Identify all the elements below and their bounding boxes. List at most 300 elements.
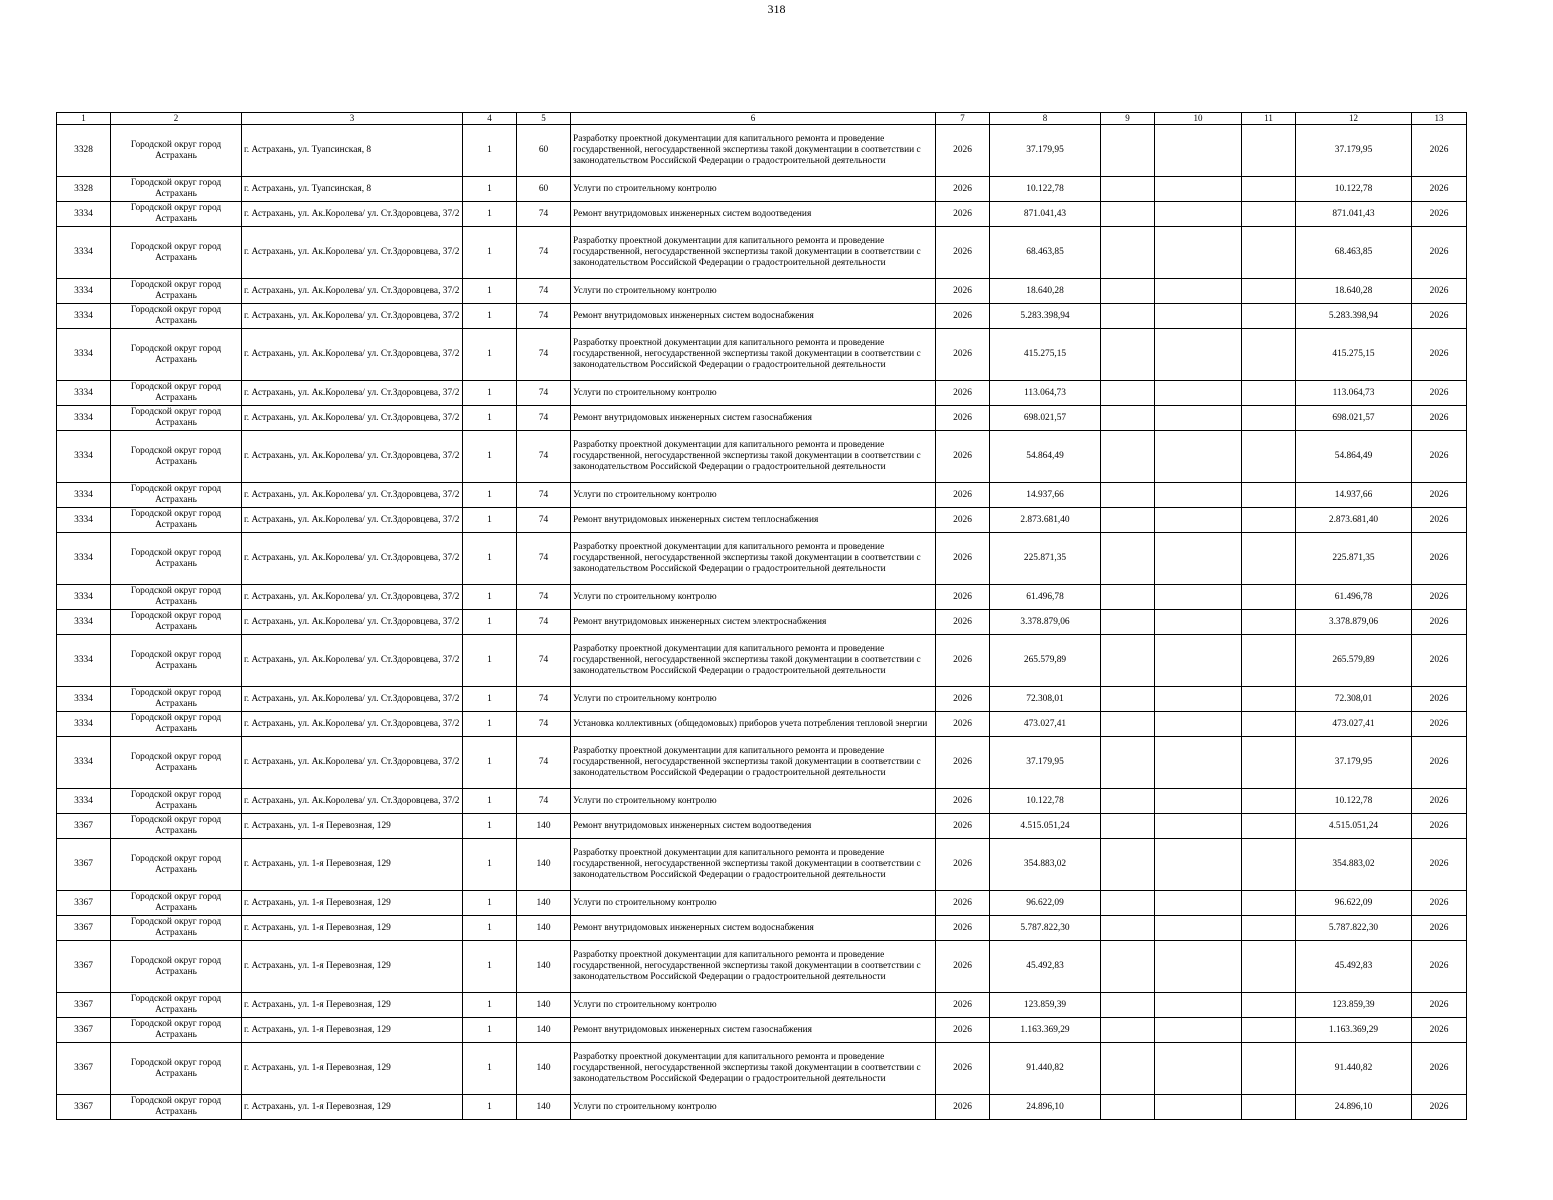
- cell-address: г. Астрахань, ул. 1-я Перевозная, 129: [242, 814, 463, 839]
- cell-total: 37.179,95: [1296, 125, 1412, 177]
- cell-col-11: [1242, 839, 1296, 891]
- cell-year: 2026: [936, 431, 990, 483]
- cell-col-4: 1: [463, 585, 517, 610]
- cell-year: 2026: [936, 304, 990, 329]
- cell-col-4: 1: [463, 839, 517, 891]
- cell-municipality: Городской округ город Астрахань: [111, 993, 242, 1018]
- col-header: 9: [1101, 113, 1155, 125]
- cell-col-5: 140: [517, 839, 571, 891]
- cell-address: г. Астрахань, ул. Ак.Королева/ ул. Ст.Здоровцева, 37/2: [242, 687, 463, 712]
- table-row: [57, 177, 1467, 202]
- cell-amount: 123.859,39: [990, 993, 1101, 1018]
- cell-work-description: Разработку проектной документации для капитального ремонта и проведение государственной, негосударственной экспертизы такой документации в соответствии с законодательством Российской Федерации о градостроительной деятельности: [571, 227, 936, 279]
- cell-col-5: 74: [517, 635, 571, 687]
- cell-col-11: [1242, 125, 1296, 177]
- cell-year-end: 2026: [1412, 227, 1467, 279]
- cell-work-description: Услуги по строительному контролю: [571, 381, 936, 406]
- cell-work-description: Разработку проектной документации для капитального ремонта и проведение государственной, негосударственной экспертизы такой документации в соответствии с законодательством Российской Федерации о градостроительной деятельности: [571, 737, 936, 789]
- cell-row-id: 3367: [57, 993, 111, 1018]
- cell-row-id: 3334: [57, 508, 111, 533]
- cell-col-11: [1242, 304, 1296, 329]
- cell-address: г. Астрахань, ул. Ак.Королева/ ул. Ст.Здоровцева, 37/2: [242, 635, 463, 687]
- cell-work-description: Разработку проектной документации для капитального ремонта и проведение государственной, негосударственной экспертизы такой документации в соответствии с законодательством Российской Федерации о градостроительной деятельности: [571, 125, 936, 177]
- table-row: [57, 279, 1467, 304]
- cell-municipality: Городской округ город Астрахань: [111, 891, 242, 916]
- cell-col-5: 140: [517, 891, 571, 916]
- cell-year: 2026: [936, 814, 990, 839]
- cell-municipality: Городской округ город Астрахань: [111, 712, 242, 737]
- cell-col-9: [1101, 431, 1155, 483]
- table-body: [57, 125, 1467, 1120]
- cell-col-9: [1101, 1018, 1155, 1043]
- cell-col-9: [1101, 304, 1155, 329]
- cell-amount: 354.883,02: [990, 839, 1101, 891]
- cell-year-end: 2026: [1412, 610, 1467, 635]
- col-header: 13: [1412, 113, 1467, 125]
- cell-year-end: 2026: [1412, 508, 1467, 533]
- cell-col-11: [1242, 993, 1296, 1018]
- cell-amount: 10.122,78: [990, 177, 1101, 202]
- cell-row-id: 3367: [57, 941, 111, 993]
- cell-col-5: 140: [517, 814, 571, 839]
- cell-col-9: [1101, 381, 1155, 406]
- cell-municipality: Городской округ город Астрахань: [111, 635, 242, 687]
- cell-year: 2026: [936, 635, 990, 687]
- cell-col-4: 1: [463, 1018, 517, 1043]
- cell-col-5: 140: [517, 993, 571, 1018]
- cell-total: 72.308,01: [1296, 687, 1412, 712]
- cell-col-10: [1155, 610, 1242, 635]
- cell-year-end: 2026: [1412, 839, 1467, 891]
- cell-work-description: Услуги по строительному контролю: [571, 993, 936, 1018]
- cell-col-10: [1155, 483, 1242, 508]
- cell-col-5: 74: [517, 508, 571, 533]
- cell-year: 2026: [936, 789, 990, 814]
- cell-col-11: [1242, 329, 1296, 381]
- cell-col-10: [1155, 1043, 1242, 1095]
- cell-col-5: 74: [517, 406, 571, 431]
- cell-col-11: [1242, 177, 1296, 202]
- cell-address: г. Астрахань, ул. Ак.Королева/ ул. Ст.Здоровцева, 37/2: [242, 610, 463, 635]
- cell-work-description: Услуги по строительному контролю: [571, 789, 936, 814]
- cell-col-11: [1242, 508, 1296, 533]
- cell-address: г. Астрахань, ул. Ак.Королева/ ул. Ст.Здоровцева, 37/2: [242, 406, 463, 431]
- cell-col-11: [1242, 712, 1296, 737]
- cell-row-id: 3367: [57, 814, 111, 839]
- cell-col-4: 1: [463, 789, 517, 814]
- cell-work-description: Разработку проектной документации для капитального ремонта и проведение государственной, негосударственной экспертизы такой документации в соответствии с законодательством Российской Федерации о градостроительной деятельности: [571, 533, 936, 585]
- cell-col-4: 1: [463, 891, 517, 916]
- cell-row-id: 3367: [57, 1043, 111, 1095]
- cell-year-end: 2026: [1412, 533, 1467, 585]
- cell-amount: 91.440,82: [990, 1043, 1101, 1095]
- cell-col-9: [1101, 508, 1155, 533]
- cell-col-4: 1: [463, 1095, 517, 1120]
- cell-col-5: 74: [517, 279, 571, 304]
- cell-col-5: 74: [517, 585, 571, 610]
- cell-total: 415.275,15: [1296, 329, 1412, 381]
- cell-row-id: 3334: [57, 227, 111, 279]
- cell-address: г. Астрахань, ул. Ак.Королева/ ул. Ст.Здоровцева, 37/2: [242, 381, 463, 406]
- cell-col-5: 74: [517, 712, 571, 737]
- cell-total: 10.122,78: [1296, 177, 1412, 202]
- cell-col-9: [1101, 125, 1155, 177]
- cell-total: 113.064,73: [1296, 381, 1412, 406]
- cell-col-4: 1: [463, 941, 517, 993]
- cell-municipality: Городской округ город Астрахань: [111, 610, 242, 635]
- cell-col-10: [1155, 227, 1242, 279]
- cell-work-description: Установка коллективных (общедомовых) приборов учета потребления тепловой энергии: [571, 712, 936, 737]
- cell-total: 871.041,43: [1296, 202, 1412, 227]
- cell-amount: 5.787.822,30: [990, 916, 1101, 941]
- cell-work-description: Разработку проектной документации для капитального ремонта и проведение государственной, негосударственной экспертизы такой документации в соответствии с законодательством Российской Федерации о градостроительной деятельности: [571, 635, 936, 687]
- cell-total: 10.122,78: [1296, 789, 1412, 814]
- cell-col-11: [1242, 431, 1296, 483]
- table-row: [57, 585, 1467, 610]
- cell-col-4: 1: [463, 610, 517, 635]
- cell-address: г. Астрахань, ул. Ак.Королева/ ул. Ст.Здоровцева, 37/2: [242, 202, 463, 227]
- cell-address: г. Астрахань, ул. Ак.Королева/ ул. Ст.Здоровцева, 37/2: [242, 329, 463, 381]
- cell-col-9: [1101, 227, 1155, 279]
- cell-year: 2026: [936, 712, 990, 737]
- cell-amount: 37.179,95: [990, 125, 1101, 177]
- cell-total: 5.787.822,30: [1296, 916, 1412, 941]
- table-row: [57, 1043, 1467, 1095]
- cell-col-10: [1155, 916, 1242, 941]
- cell-work-description: Разработку проектной документации для капитального ремонта и проведение государственной, негосударственной экспертизы такой документации в соответствии с законодательством Российской Федерации о градостроительной деятельности: [571, 1043, 936, 1095]
- cell-total: 18.640,28: [1296, 279, 1412, 304]
- cell-col-11: [1242, 483, 1296, 508]
- cell-year-end: 2026: [1412, 687, 1467, 712]
- cell-work-description: Ремонт внутридомовых инженерных систем водоснабжения: [571, 304, 936, 329]
- col-header: 12: [1296, 113, 1412, 125]
- cell-year: 2026: [936, 687, 990, 712]
- table-row: [57, 891, 1467, 916]
- cell-col-11: [1242, 406, 1296, 431]
- cell-municipality: Городской округ город Астрахань: [111, 737, 242, 789]
- table-row: [57, 508, 1467, 533]
- cell-col-11: [1242, 814, 1296, 839]
- cell-row-id: 3334: [57, 279, 111, 304]
- cell-address: г. Астрахань, ул. Ак.Королева/ ул. Ст.Здоровцева, 37/2: [242, 585, 463, 610]
- cell-municipality: Городской округ город Астрахань: [111, 431, 242, 483]
- cell-municipality: Городской округ город Астрахань: [111, 329, 242, 381]
- cell-amount: 68.463,85: [990, 227, 1101, 279]
- cell-address: г. Астрахань, ул. Ак.Королева/ ул. Ст.Здоровцева, 37/2: [242, 279, 463, 304]
- cell-col-5: 74: [517, 431, 571, 483]
- cell-year-end: 2026: [1412, 789, 1467, 814]
- cell-total: 61.496,78: [1296, 585, 1412, 610]
- cell-col-5: 74: [517, 737, 571, 789]
- cell-row-id: 3334: [57, 712, 111, 737]
- cell-col-11: [1242, 916, 1296, 941]
- cell-row-id: 3367: [57, 1018, 111, 1043]
- cell-row-id: 3334: [57, 687, 111, 712]
- cell-total: 91.440,82: [1296, 1043, 1412, 1095]
- cell-amount: 14.937,66: [990, 483, 1101, 508]
- table-row: [57, 712, 1467, 737]
- cell-address: г. Астрахань, ул. 1-я Перевозная, 129: [242, 941, 463, 993]
- cell-total: 54.864,49: [1296, 431, 1412, 483]
- cell-year-end: 2026: [1412, 406, 1467, 431]
- table-row: [57, 737, 1467, 789]
- cell-municipality: Городской округ город Астрахань: [111, 279, 242, 304]
- col-header: 8: [990, 113, 1101, 125]
- cell-municipality: Городской округ город Астрахань: [111, 941, 242, 993]
- cell-col-9: [1101, 1043, 1155, 1095]
- cell-row-id: 3334: [57, 533, 111, 585]
- cell-amount: 54.864,49: [990, 431, 1101, 483]
- cell-col-9: [1101, 1095, 1155, 1120]
- cell-work-description: Разработку проектной документации для капитального ремонта и проведение государственной, негосударственной экспертизы такой документации в соответствии с законодательством Российской Федерации о градостроительной деятельности: [571, 431, 936, 483]
- cell-year-end: 2026: [1412, 279, 1467, 304]
- table-row: [57, 789, 1467, 814]
- cell-col-11: [1242, 789, 1296, 814]
- page-number: 318: [767, 2, 786, 16]
- cell-work-description: Разработку проектной документации для капитального ремонта и проведение государственной, негосударственной экспертизы такой документации в соответствии с законодательством Российской Федерации о градостроительной деятельности: [571, 839, 936, 891]
- cell-year: 2026: [936, 916, 990, 941]
- cell-col-4: 1: [463, 406, 517, 431]
- cell-address: г. Астрахань, ул. 1-я Перевозная, 129: [242, 891, 463, 916]
- cell-col-5: 74: [517, 789, 571, 814]
- cell-col-11: [1242, 941, 1296, 993]
- cell-col-5: 140: [517, 916, 571, 941]
- cell-amount: 871.041,43: [990, 202, 1101, 227]
- cell-total: 68.463,85: [1296, 227, 1412, 279]
- cell-address: г. Астрахань, ул. Ак.Королева/ ул. Ст.Здоровцева, 37/2: [242, 789, 463, 814]
- cell-municipality: Городской округ город Астрахань: [111, 304, 242, 329]
- cell-municipality: Городской округ город Астрахань: [111, 839, 242, 891]
- cell-col-10: [1155, 941, 1242, 993]
- cell-year: 2026: [936, 227, 990, 279]
- cell-row-id: 3334: [57, 635, 111, 687]
- cell-col-11: [1242, 687, 1296, 712]
- cell-year-end: 2026: [1412, 712, 1467, 737]
- cell-municipality: Городской округ город Астрахань: [111, 1095, 242, 1120]
- col-header: 6: [571, 113, 936, 125]
- table-row: [57, 1095, 1467, 1120]
- cell-total: 4.515.051,24: [1296, 814, 1412, 839]
- cell-year: 2026: [936, 329, 990, 381]
- col-header: 4: [463, 113, 517, 125]
- cell-row-id: 3334: [57, 381, 111, 406]
- cell-address: г. Астрахань, ул. Ак.Королева/ ул. Ст.Здоровцева, 37/2: [242, 508, 463, 533]
- cell-amount: 45.492,83: [990, 941, 1101, 993]
- cell-year-end: 2026: [1412, 1043, 1467, 1095]
- cell-amount: 18.640,28: [990, 279, 1101, 304]
- cell-total: 2.873.681,40: [1296, 508, 1412, 533]
- cell-col-11: [1242, 1043, 1296, 1095]
- cell-year: 2026: [936, 381, 990, 406]
- cell-year-end: 2026: [1412, 483, 1467, 508]
- cell-year-end: 2026: [1412, 431, 1467, 483]
- cell-year-end: 2026: [1412, 329, 1467, 381]
- cell-row-id: 3334: [57, 610, 111, 635]
- cell-total: 473.027,41: [1296, 712, 1412, 737]
- table-row: [57, 483, 1467, 508]
- cell-col-9: [1101, 916, 1155, 941]
- cell-address: г. Астрахань, ул. 1-я Перевозная, 129: [242, 839, 463, 891]
- cell-col-10: [1155, 125, 1242, 177]
- cell-year: 2026: [936, 202, 990, 227]
- cell-col-10: [1155, 789, 1242, 814]
- cell-row-id: 3328: [57, 125, 111, 177]
- table-row: [57, 406, 1467, 431]
- cell-col-5: 74: [517, 610, 571, 635]
- cell-total: 24.896,10: [1296, 1095, 1412, 1120]
- cell-col-5: 140: [517, 1095, 571, 1120]
- cell-col-11: [1242, 585, 1296, 610]
- cell-year: 2026: [936, 125, 990, 177]
- cell-col-5: 60: [517, 177, 571, 202]
- cell-col-9: [1101, 891, 1155, 916]
- cell-municipality: Городской округ город Астрахань: [111, 125, 242, 177]
- cell-year: 2026: [936, 177, 990, 202]
- cell-col-11: [1242, 279, 1296, 304]
- cell-amount: 2.873.681,40: [990, 508, 1101, 533]
- cell-municipality: Городской округ город Астрахань: [111, 1043, 242, 1095]
- cell-municipality: Городской округ город Астрахань: [111, 381, 242, 406]
- cell-col-9: [1101, 610, 1155, 635]
- cell-year: 2026: [936, 1095, 990, 1120]
- cell-total: 14.937,66: [1296, 483, 1412, 508]
- cell-col-5: 74: [517, 483, 571, 508]
- cell-amount: 5.283.398,94: [990, 304, 1101, 329]
- cell-work-description: Ремонт внутридомовых инженерных систем газоснабжения: [571, 406, 936, 431]
- cell-year-end: 2026: [1412, 814, 1467, 839]
- cell-total: 354.883,02: [1296, 839, 1412, 891]
- col-header: 1: [57, 113, 111, 125]
- cell-col-10: [1155, 202, 1242, 227]
- cell-year-end: 2026: [1412, 125, 1467, 177]
- cell-address: г. Астрахань, ул. Ак.Королева/ ул. Ст.Здоровцева, 37/2: [242, 712, 463, 737]
- cell-year: 2026: [936, 483, 990, 508]
- cell-col-10: [1155, 737, 1242, 789]
- col-header: 3: [242, 113, 463, 125]
- table-row: [57, 916, 1467, 941]
- cell-municipality: Городской округ город Астрахань: [111, 508, 242, 533]
- cell-col-9: [1101, 177, 1155, 202]
- cell-work-description: Услуги по строительному контролю: [571, 891, 936, 916]
- cell-year: 2026: [936, 585, 990, 610]
- cell-municipality: Городской округ город Астрахань: [111, 687, 242, 712]
- cell-year-end: 2026: [1412, 177, 1467, 202]
- cell-col-11: [1242, 891, 1296, 916]
- cell-amount: 96.622,09: [990, 891, 1101, 916]
- cell-year-end: 2026: [1412, 891, 1467, 916]
- cell-row-id: 3334: [57, 304, 111, 329]
- cell-col-5: 74: [517, 381, 571, 406]
- cell-work-description: Услуги по строительному контролю: [571, 585, 936, 610]
- cell-col-10: [1155, 177, 1242, 202]
- cell-col-5: 74: [517, 687, 571, 712]
- cell-col-4: 1: [463, 533, 517, 585]
- cell-address: г. Астрахань, ул. Ак.Королева/ ул. Ст.Здоровцева, 37/2: [242, 304, 463, 329]
- cell-col-4: 1: [463, 125, 517, 177]
- cell-col-4: 1: [463, 177, 517, 202]
- cell-col-11: [1242, 202, 1296, 227]
- cell-col-11: [1242, 381, 1296, 406]
- cell-year: 2026: [936, 941, 990, 993]
- table-row: [57, 431, 1467, 483]
- cell-col-11: [1242, 635, 1296, 687]
- cell-row-id: 3334: [57, 431, 111, 483]
- cell-col-9: [1101, 406, 1155, 431]
- cell-address: г. Астрахань, ул. 1-я Перевозная, 129: [242, 993, 463, 1018]
- cell-col-5: 74: [517, 304, 571, 329]
- cell-col-9: [1101, 789, 1155, 814]
- cell-col-11: [1242, 1018, 1296, 1043]
- cell-col-4: 1: [463, 483, 517, 508]
- cell-col-5: 140: [517, 1043, 571, 1095]
- cell-col-10: [1155, 814, 1242, 839]
- cell-col-9: [1101, 279, 1155, 304]
- cell-amount: 10.122,78: [990, 789, 1101, 814]
- cell-col-4: 1: [463, 202, 517, 227]
- cell-year: 2026: [936, 737, 990, 789]
- cell-address: г. Астрахань, ул. Ак.Королева/ ул. Ст.Здоровцева, 37/2: [242, 227, 463, 279]
- table-row: [57, 304, 1467, 329]
- cell-col-10: [1155, 304, 1242, 329]
- cell-col-9: [1101, 202, 1155, 227]
- cell-work-description: Услуги по строительному контролю: [571, 177, 936, 202]
- cell-work-description: Ремонт внутридомовых инженерных систем водоотведения: [571, 202, 936, 227]
- cell-col-10: [1155, 1095, 1242, 1120]
- cell-address: г. Астрахань, ул. Ак.Королева/ ул. Ст.Здоровцева, 37/2: [242, 533, 463, 585]
- cell-total: 265.579,89: [1296, 635, 1412, 687]
- cell-col-9: [1101, 941, 1155, 993]
- cell-col-11: [1242, 1095, 1296, 1120]
- cell-year-end: 2026: [1412, 381, 1467, 406]
- cell-col-5: 74: [517, 202, 571, 227]
- cell-col-4: 1: [463, 712, 517, 737]
- cell-municipality: Городской округ город Астрахань: [111, 789, 242, 814]
- cell-col-9: [1101, 737, 1155, 789]
- cell-work-description: Услуги по строительному контролю: [571, 1095, 936, 1120]
- cell-year-end: 2026: [1412, 1095, 1467, 1120]
- cell-amount: 265.579,89: [990, 635, 1101, 687]
- cell-col-4: 1: [463, 993, 517, 1018]
- cell-year: 2026: [936, 993, 990, 1018]
- cell-col-10: [1155, 533, 1242, 585]
- cell-row-id: 3334: [57, 202, 111, 227]
- cell-amount: 4.515.051,24: [990, 814, 1101, 839]
- cell-total: 45.492,83: [1296, 941, 1412, 993]
- cell-work-description: Ремонт внутридомовых инженерных систем теплоснабжения: [571, 508, 936, 533]
- col-header: 10: [1155, 113, 1242, 125]
- cell-col-9: [1101, 993, 1155, 1018]
- cell-year-end: 2026: [1412, 1018, 1467, 1043]
- cell-col-11: [1242, 737, 1296, 789]
- table-row: [57, 610, 1467, 635]
- cell-col-5: 74: [517, 227, 571, 279]
- cell-col-4: 1: [463, 431, 517, 483]
- cell-total: 698.021,57: [1296, 406, 1412, 431]
- cell-address: г. Астрахань, ул. Ак.Королева/ ул. Ст.Здоровцева, 37/2: [242, 483, 463, 508]
- cell-col-4: 1: [463, 227, 517, 279]
- cell-row-id: 3328: [57, 177, 111, 202]
- table-row: [57, 381, 1467, 406]
- cell-amount: 37.179,95: [990, 737, 1101, 789]
- cell-col-9: [1101, 687, 1155, 712]
- cell-municipality: Городской округ город Астрахань: [111, 916, 242, 941]
- cell-year: 2026: [936, 891, 990, 916]
- cell-year-end: 2026: [1412, 737, 1467, 789]
- cell-amount: 698.021,57: [990, 406, 1101, 431]
- cell-row-id: 3367: [57, 916, 111, 941]
- cell-col-10: [1155, 431, 1242, 483]
- cell-col-5: 140: [517, 941, 571, 993]
